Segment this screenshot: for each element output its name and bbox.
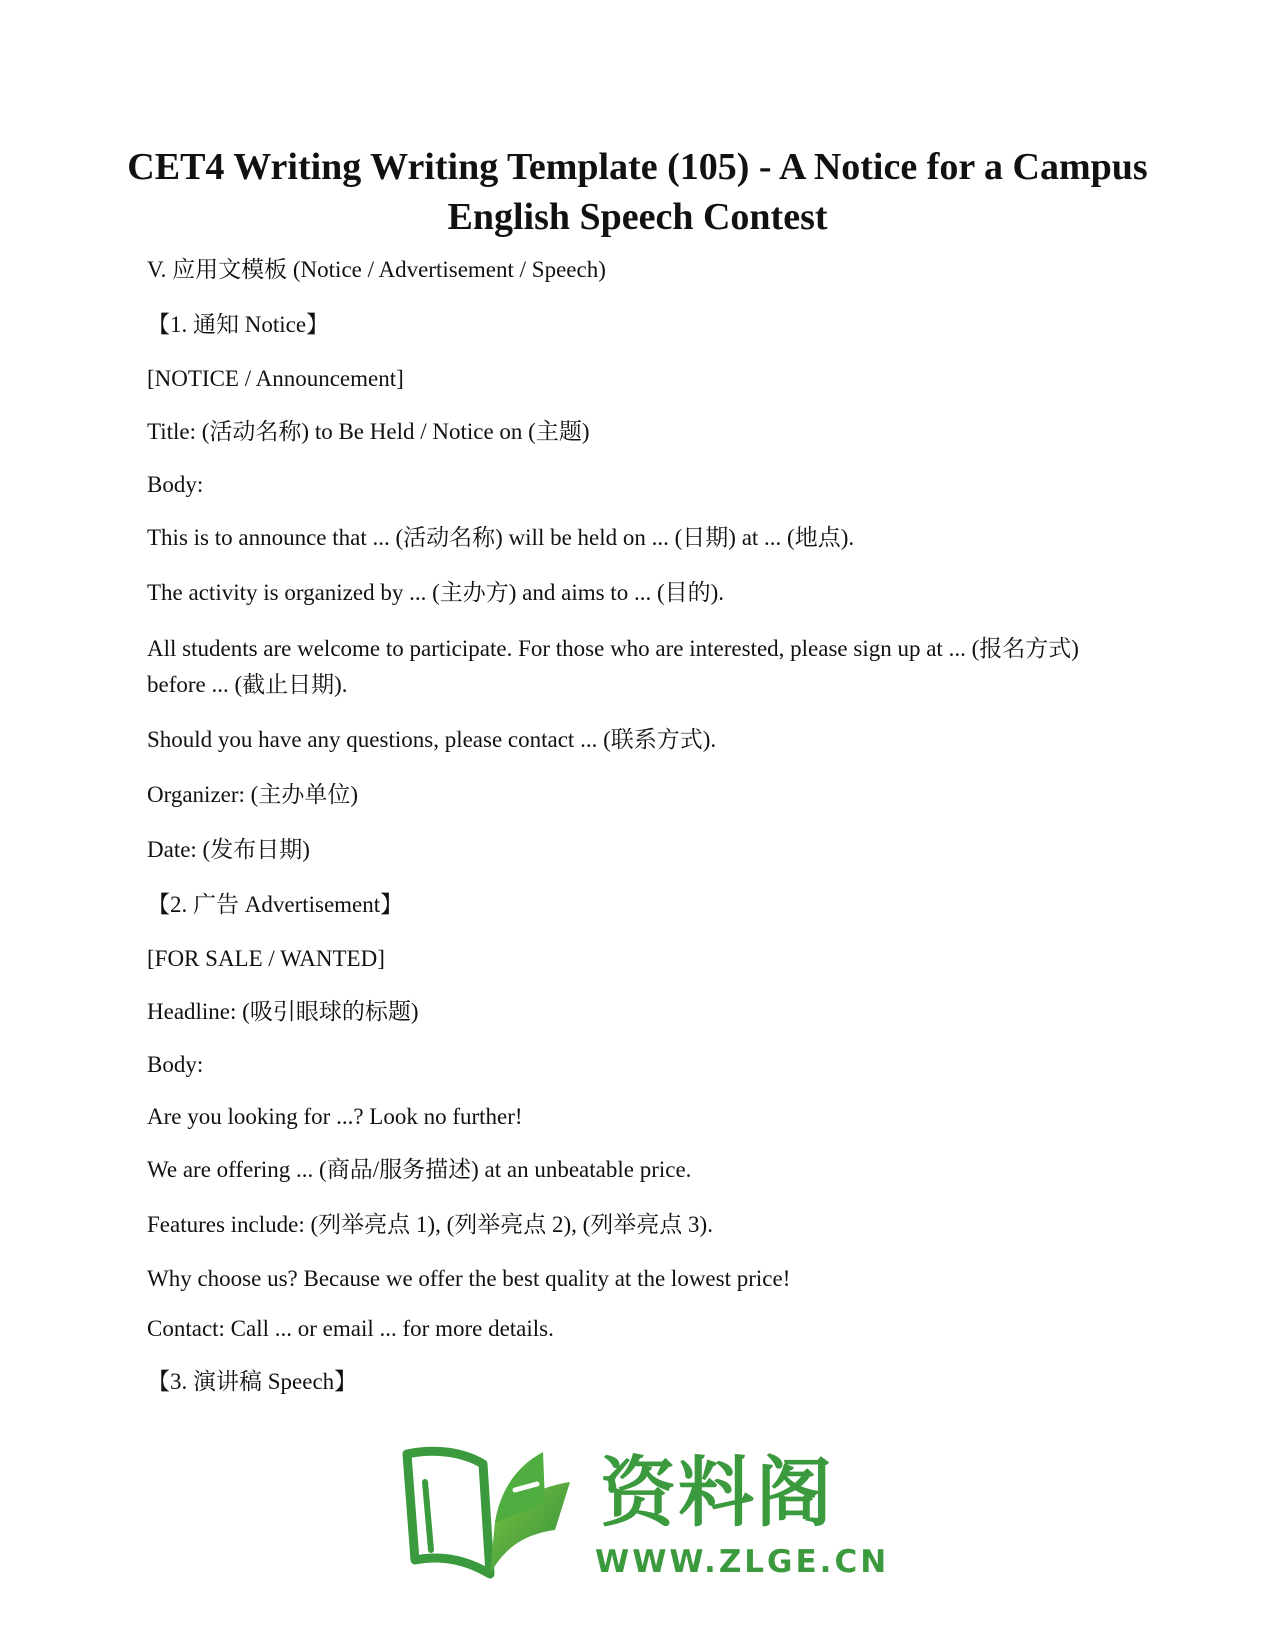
section-heading-notice: 【1. 通知 Notice】	[147, 312, 330, 337]
text-line: Organizer: (主办单位)	[147, 782, 358, 807]
section-heading-speech: 【3. 演讲稿 Speech】	[147, 1369, 358, 1394]
text-line: Headline: (吸引眼球的标题)	[147, 999, 419, 1024]
text-line: Body:	[147, 1052, 204, 1077]
watermark-url: WWW.ZLGE.CN	[595, 1544, 890, 1580]
text-line: Body:	[147, 472, 204, 497]
text-line: Contact: Call ... or email ... for more details.	[147, 1316, 554, 1341]
watermark	[395, 1442, 890, 1592]
section-heading-templates: V. 应用文模板 (Notice / Advertisement / Speech)	[147, 257, 606, 282]
text-paragraph: All students are welcome to participate. For those who are interested, please sign up at ... (报名方式) before ... (截止日期).	[147, 636, 1079, 697]
text-line: [NOTICE / Announcement]	[147, 366, 404, 391]
text-line: This is to announce that ... (活动名称) will be held on ... (日期) at ... (地点).	[147, 525, 855, 550]
text-line: Should you have any questions, please contact ... (联系方式).	[147, 727, 717, 752]
document-title: CET4 Writing Writing Template (105) - A Notice for a Campus English Speech Contest	[127, 146, 1148, 238]
text-line: Date: (发布日期)	[147, 837, 310, 862]
text-line: The activity is organized by ... (主办方) and aims to ... (目的).	[147, 580, 725, 605]
text-line: [FOR SALE / WANTED]	[147, 946, 385, 971]
text-line: Features include: (列举亮点 1), (列举亮点 2), (列举亮点 3).	[147, 1212, 713, 1237]
text-line: Are you looking for ...? Look no further!	[147, 1104, 523, 1129]
section-heading-advertisement: 【2. 广告 Advertisement】	[147, 892, 404, 917]
watermark-name: 资料阁	[600, 1448, 834, 1537]
text-line: We are offering ... (商品/服务描述) at an unbeatable price.	[147, 1157, 692, 1182]
text-line: Title: (活动名称) to Be Held / Notice on (主题)	[147, 419, 590, 444]
open-book-logo-icon	[395, 1442, 595, 1592]
text-line: Why choose us? Because we offer the best quality at the lowest price!	[147, 1266, 791, 1291]
